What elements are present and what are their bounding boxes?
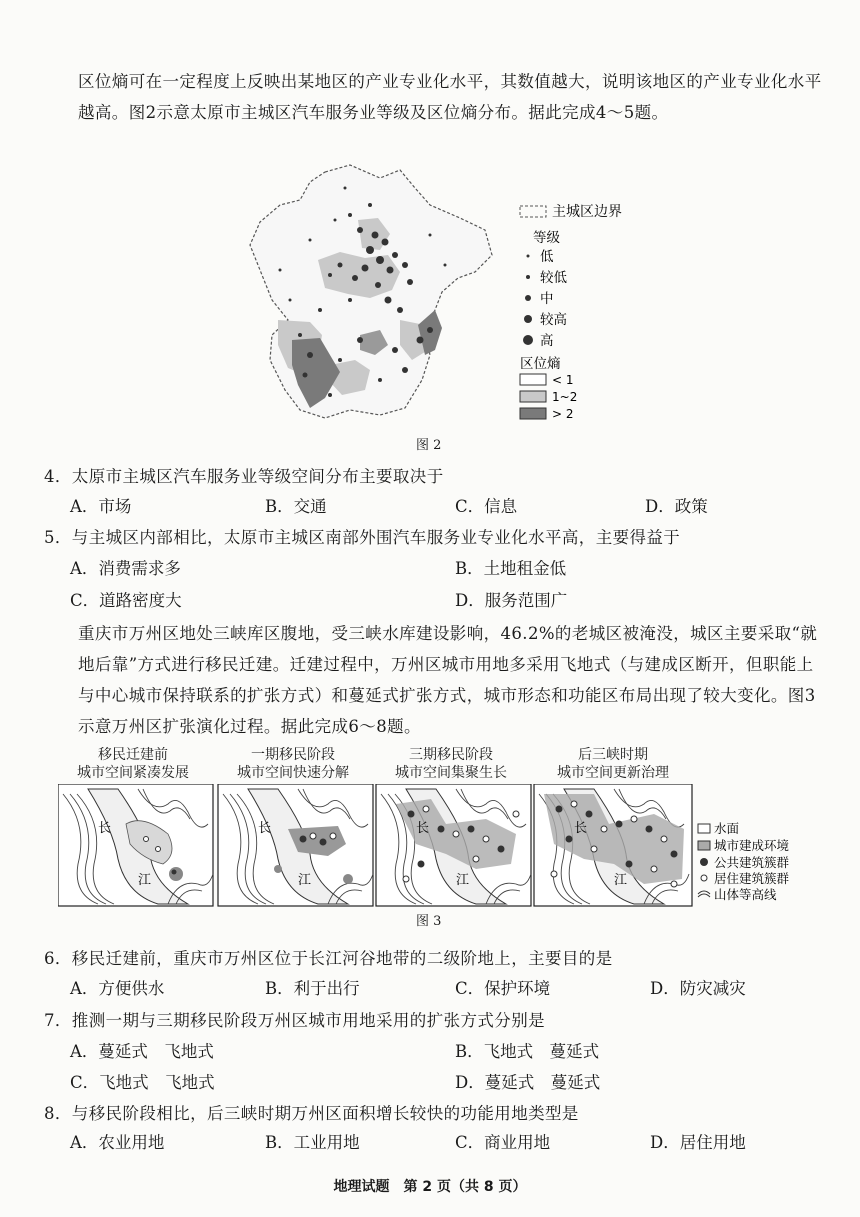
question-7-stem: 7．推测一期与三期移民阶段万州区城市用地采用的扩张方式分别是 (44, 1011, 545, 1030)
q5-option-a[interactable]: A．消费需求多 (70, 559, 181, 578)
panel-1 (58, 784, 213, 906)
page-footer: 地理试题 第 2 页（共 8 页） (333, 1179, 527, 1195)
panel-3-title: 三期移民阶段 城市空间集聚生长 (395, 747, 507, 781)
river-char-jiang: 江 (138, 873, 152, 888)
q7-option-c[interactable]: C．飞地式 飞地式 (70, 1073, 215, 1092)
q8-option-d[interactable]: D．居住用地 (650, 1133, 746, 1152)
legend-grade-high: 高 (540, 333, 554, 349)
figure-3-panels (58, 784, 838, 908)
figure-2-map (230, 160, 660, 430)
grade-dot-mid (525, 295, 531, 301)
legend-boundary-swatch (520, 206, 546, 217)
legend-lq-low: < 1 (552, 373, 574, 387)
q5-option-b[interactable]: B．土地租金低 (455, 559, 567, 578)
panel-3 (376, 784, 531, 906)
legend-contour-swatch (698, 891, 710, 897)
q8-option-a[interactable]: A．农业用地 (70, 1133, 165, 1152)
legend-lq-high: > 2 (552, 407, 574, 421)
legend-grade-mid: 中 (540, 291, 554, 307)
q7-option-a[interactable]: A．蔓延式 飞地式 (70, 1042, 214, 1061)
figure-3-legend (698, 821, 790, 902)
q6-option-c[interactable]: C．保护环境 (455, 979, 551, 998)
legend-boundary-label: 主城区边界 (552, 204, 622, 220)
q6-option-d[interactable]: D．防灾减灾 (650, 979, 746, 998)
grade-dot-high (523, 335, 533, 345)
lq-swatch-low (520, 374, 546, 385)
grade-dot-low (527, 255, 530, 258)
question-4-stem: 4．太原市主城区汽车服务业等级空间分布主要取决于 (44, 467, 444, 486)
lq-swatch-mid (520, 391, 546, 402)
legend-water-swatch (698, 824, 710, 833)
legend-built-swatch (698, 841, 710, 850)
figure-3-caption: 图 3 (416, 914, 442, 929)
q4-option-d[interactable]: D．政策 (645, 497, 708, 516)
legend-public-swatch (700, 858, 708, 866)
q8-option-c[interactable]: C．商业用地 (455, 1133, 551, 1152)
legend-lq-title: 区位熵 (520, 356, 561, 372)
legend-contour: 山体等高线 (714, 887, 777, 902)
q7-option-b[interactable]: B．飞地式 蔓延式 (455, 1042, 600, 1061)
legend-lq-mid: 1~2 (552, 390, 578, 404)
river-char-jiang-4: 江 (614, 873, 628, 888)
q4-option-b[interactable]: B．交通 (265, 497, 327, 516)
panel-4-title: 后三峡时期 城市空间更新治理 (557, 747, 669, 781)
q6-option-b[interactable]: B．利于出行 (265, 979, 360, 998)
intro-paragraph-1 (44, 66, 830, 128)
legend-residential-swatch (701, 875, 707, 881)
grade-dot-lower (526, 275, 530, 279)
river-char-jiang-3: 江 (456, 873, 470, 888)
panel-4 (534, 784, 692, 906)
legend-grade-title: 等级 (533, 230, 560, 246)
legend-residential: 居住建筑簇群 (714, 871, 790, 886)
figure-2-caption: 图 2 (416, 438, 442, 453)
q8-option-b[interactable]: B．工业用地 (265, 1133, 360, 1152)
q4-option-a[interactable]: A．市场 (70, 497, 132, 516)
legend-built: 城市建成环境 (714, 838, 790, 853)
intro-text-1: 区位熵可在一定程度上反映出某地区的产业专业化水平，其数值越大，说明该地区的产业专业化水平越高。图2示意太原市主城区汽车服务业等级及区位熵分布。据此完成4～5题。 (78, 72, 822, 122)
intro-paragraph-2 (44, 618, 830, 742)
river-char-chang-4: 长 (574, 821, 588, 836)
q5-option-c[interactable]: C．道路密度大 (70, 591, 182, 610)
river-char-chang: 长 (98, 821, 112, 836)
q5-option-d[interactable]: D．服务范围广 (455, 591, 568, 610)
question-8-stem: 8．与移民阶段相比，后三峡时期万州区面积增长较快的功能用地类型是 (44, 1104, 579, 1123)
river-char-jiang-2: 江 (298, 873, 312, 888)
legend-public: 公共建筑簇群 (714, 855, 790, 870)
river-char-chang-3: 长 (416, 821, 430, 836)
q7-option-d[interactable]: D．蔓延式 蔓延式 (455, 1073, 601, 1092)
legend-grade-low: 低 (540, 249, 554, 265)
panel-2 (218, 784, 373, 906)
panel-1-title: 移民迁建前 城市空间紧凑发展 (77, 747, 189, 781)
intro-text-2: 重庆市万州区地处三峡库区腹地，受三峡水库建设影响，46.2%的老城区被淹没，城区主要采取“就地后靠”方式进行移民迁建。迁建过程中，万州区城市用地多采用飞地式（与建成区断开，但职能上与中心城市保持联系的扩张方式）和蔓延式扩张方式，城市形态和功能区布局出现了较大变化。图3示意万州区扩张演化过程。据此完成6～8题。 (78, 624, 818, 736)
question-5-stem: 5．与主城区内部相比，太原市主城区南部外围汽车服务业专业化水平高，主要得益于 (44, 528, 681, 547)
grade-dot-higher (524, 315, 532, 323)
question-6-stem: 6．移民迁建前，重庆市万州区位于长江河谷地带的二级阶地上，主要目的是 (44, 949, 613, 968)
river-char-chang-2: 长 (258, 821, 272, 836)
legend-grade-lower: 较低 (540, 270, 567, 286)
panel-2-title: 一期移民阶段 城市空间快速分解 (237, 747, 349, 781)
q6-option-a[interactable]: A．方便供水 (70, 979, 165, 998)
lq-swatch-high (520, 408, 546, 419)
legend-grade-higher: 较高 (540, 312, 567, 328)
legend-water: 水面 (714, 821, 740, 836)
q4-option-c[interactable]: C．信息 (455, 497, 518, 516)
